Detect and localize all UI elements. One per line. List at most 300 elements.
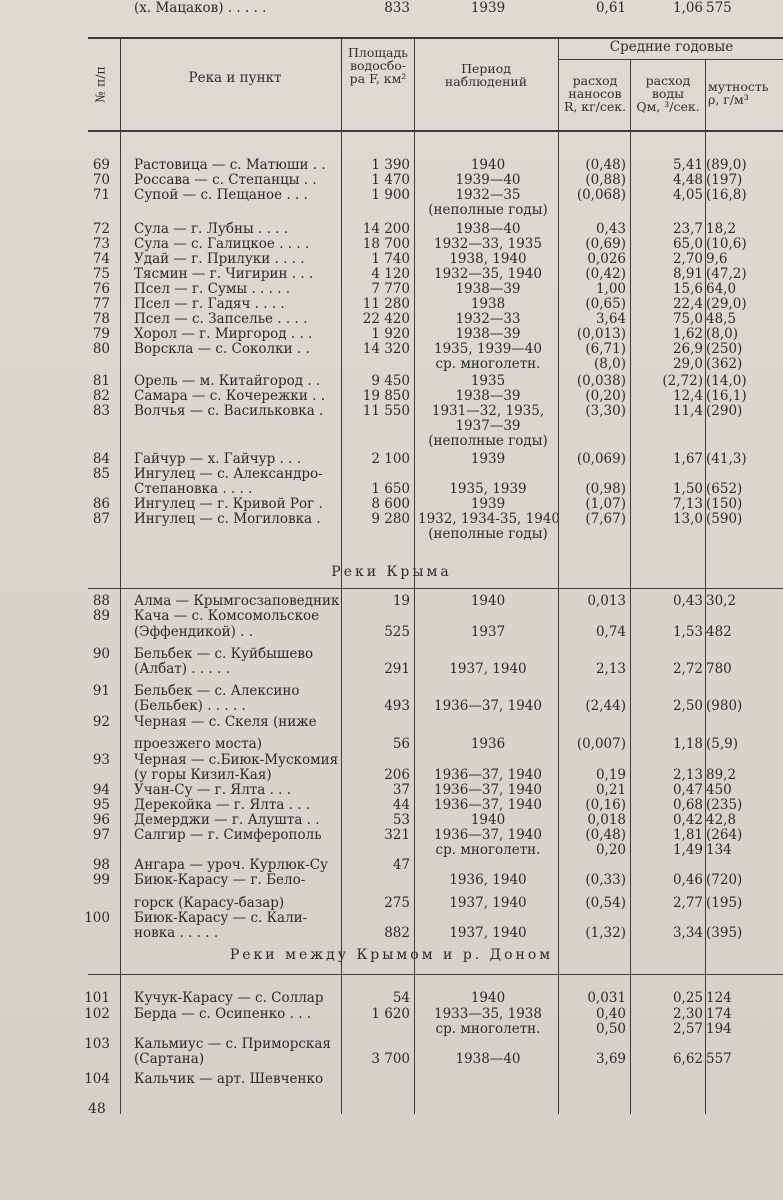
water-discharge: 1,67 <box>672 451 703 467</box>
header-group-annual: Средние годовые <box>609 39 734 55</box>
row-number: 102 <box>84 1006 110 1022</box>
turbidity: 134 <box>706 842 732 858</box>
sediment-discharge: 3,69 <box>595 1051 626 1067</box>
sediment-discharge: 1,00 <box>595 281 626 297</box>
sediment-discharge: (0,98) <box>585 481 626 497</box>
observation-period: 1937, 1940 <box>449 925 527 941</box>
row-number: 104 <box>84 1071 110 1087</box>
river-station: Биюк-Карасу — г. Бело- <box>134 872 306 888</box>
observation-period: 1936—37, 1940 <box>434 827 542 843</box>
row-number: 97 <box>92 827 110 843</box>
river-station: Ворскла — с. Соколки . . <box>134 341 310 357</box>
catchment-area: 3 700 <box>371 1051 410 1067</box>
observation-period: 1932—35 <box>455 187 521 203</box>
water-discharge: 2,70 <box>672 251 703 267</box>
river-station: Берда — с. Осипенко . . . <box>134 1006 312 1022</box>
sediment-discharge: (0,48) <box>585 827 626 843</box>
observation-period: 1940 <box>470 157 506 173</box>
catchment-area: 8 600 <box>371 496 410 512</box>
observation-period: 1939—40 <box>455 172 521 188</box>
sediment-discharge: (0,007) <box>576 736 626 752</box>
sediment-discharge: 0,026 <box>587 251 626 267</box>
river-station: Супой — с. Пещаное . . . <box>134 187 308 203</box>
turbidity: (14,0) <box>706 373 747 389</box>
catchment-area: 11 280 <box>362 296 410 312</box>
river-station: Кучук-Карасу — с. Соллар <box>134 990 324 1006</box>
row-number: 71 <box>92 187 110 203</box>
section-rule <box>88 974 783 975</box>
section-title-crimea: Реки Крыма <box>331 564 452 580</box>
water-discharge: 0,46 <box>672 872 703 888</box>
row-number: 91 <box>92 683 110 699</box>
row-number: 101 <box>84 990 110 1006</box>
sediment-discharge: 0,21 <box>595 782 626 798</box>
observation-period: 1938—39 <box>455 281 521 297</box>
catchment-area: 7 770 <box>371 281 410 297</box>
river-station: Кальмиус — с. Приморская <box>134 1036 331 1052</box>
table-row <box>0 624 783 640</box>
water-discharge: 11,4 <box>672 403 703 419</box>
sediment-discharge: 0,74 <box>595 624 626 640</box>
observation-period: 1936—37, 1940 <box>434 698 542 714</box>
table-row <box>0 1051 783 1067</box>
sediment-discharge: 2,13 <box>595 661 626 677</box>
river-station: Сула — с. Галицкое . . . . <box>134 236 310 252</box>
turbidity: (652) <box>706 481 743 497</box>
row-number: 72 <box>92 221 110 237</box>
river-station: Черная — с.Биюк-Мускомия <box>134 752 339 768</box>
sediment-discharge: 0,013 <box>587 593 626 609</box>
table-row <box>0 736 783 752</box>
turbidity: (980) <box>706 698 743 714</box>
observation-period: 1938, 1940 <box>449 251 527 267</box>
river-station: (у горы Кизил-Кая) <box>134 767 272 783</box>
river-station: Удай — г. Прилуки . . . . <box>134 251 305 267</box>
row-number: 100 <box>84 910 110 926</box>
river-station: Бельбек — с. Алексино <box>134 683 300 699</box>
river-station: (Сартана) <box>134 1051 205 1067</box>
row-number: 77 <box>92 296 110 312</box>
water-discharge: 75,0 <box>672 311 703 327</box>
table-row <box>0 910 783 926</box>
header-sediment: расход наносов R, кг/сек. <box>563 73 627 114</box>
table-row <box>0 481 783 497</box>
sediment-discharge: (0,48) <box>585 157 626 173</box>
river-station: (х. Мацаков) . . . . . <box>134 0 267 16</box>
observation-period: 1937—39 <box>455 418 521 434</box>
river-station: Дерекойка — г. Ялта . . . <box>134 797 311 813</box>
sediment-discharge: 0,018 <box>587 812 626 828</box>
row-number: 99 <box>92 872 110 888</box>
table-row <box>0 236 783 252</box>
sediment-discharge: (1,07) <box>585 496 626 512</box>
sediment-discharge: 0,43 <box>595 221 626 237</box>
catchment-area: 1 920 <box>371 326 410 342</box>
river-station: проезжего моста) <box>134 736 262 752</box>
row-number: 70 <box>92 172 110 188</box>
header-water: расход воды Qм, ³/сек. <box>636 73 700 114</box>
header-turbidity: мутность ρ, г/м³ <box>708 79 769 107</box>
catchment-area: 882 <box>384 925 410 941</box>
water-discharge: 2,77 <box>672 895 703 911</box>
table-row <box>0 842 783 858</box>
catchment-area: 493 <box>384 698 410 714</box>
row-number: 78 <box>92 311 110 327</box>
observation-period: 1932—33, 1935 <box>434 236 542 252</box>
table-row <box>0 221 783 237</box>
row-number: 73 <box>92 236 110 252</box>
water-discharge: 2,57 <box>672 1021 703 1037</box>
turbidity: (720) <box>706 872 743 888</box>
catchment-area: 53 <box>392 812 410 828</box>
observation-period: 1936—37, 1940 <box>434 782 542 798</box>
river-station: Тясмин — г. Чигирин . . . <box>134 266 314 282</box>
river-station: (Албат) . . . . . <box>134 661 230 677</box>
observation-period: 1937, 1940 <box>449 661 527 677</box>
table-row <box>0 451 783 467</box>
water-discharge: 6,62 <box>672 1051 703 1067</box>
observation-period: 1939 <box>470 496 506 512</box>
river-station: Псел — г. Сумы . . . . . <box>134 281 291 297</box>
sediment-discharge: 0,50 <box>595 1021 626 1037</box>
sediment-discharge: (0,69) <box>585 236 626 252</box>
observation-period: ср. многолетн. <box>435 842 541 858</box>
table-row <box>0 403 783 419</box>
table-row <box>0 767 783 783</box>
water-discharge: 15,6 <box>672 281 703 297</box>
observation-period: 1932—35, 1940 <box>434 266 542 282</box>
row-number: 79 <box>92 326 110 342</box>
sediment-discharge: (0,42) <box>585 266 626 282</box>
river-station: (Эффендикой) . . <box>134 624 254 640</box>
water-discharge: 4,05 <box>672 187 703 203</box>
turbidity: 557 <box>706 1051 732 1067</box>
catchment-area: 2 100 <box>371 451 410 467</box>
table-row <box>0 466 783 482</box>
water-discharge: 1,81 <box>672 827 703 843</box>
table-row <box>0 1071 783 1087</box>
observation-period: ср. многолетн. <box>435 1021 541 1037</box>
water-discharge: 22,4 <box>672 296 703 312</box>
row-number: 86 <box>92 496 110 512</box>
water-discharge: 1,18 <box>672 736 703 752</box>
table-row <box>0 1021 783 1037</box>
catchment-area: 54 <box>392 990 410 1006</box>
table-row <box>0 0 783 16</box>
observation-period: 1936—37, 1940 <box>434 767 542 783</box>
river-station: Псел — г. Гадяч . . . . <box>134 296 285 312</box>
observation-period: (неполные годы) <box>428 202 548 218</box>
sediment-discharge: (1,32) <box>585 925 626 941</box>
row-number: 84 <box>92 451 110 467</box>
water-discharge: 26,9 <box>672 341 703 357</box>
row-number: 74 <box>92 251 110 267</box>
catchment-area: 22 420 <box>362 311 410 327</box>
turbidity: (150) <box>706 496 743 512</box>
observation-period: ср. многолетн. <box>435 356 541 372</box>
river-station: (Бельбек) . . . . . <box>134 698 246 714</box>
table-row <box>0 895 783 911</box>
header-row-number: № п/п <box>92 66 108 103</box>
catchment-area: 1 650 <box>371 481 410 497</box>
river-station: Ингулец — с. Александро- <box>134 466 323 482</box>
sediment-discharge: 3,64 <box>595 311 626 327</box>
turbidity: (16,1) <box>706 388 747 404</box>
water-discharge: 5,41 <box>672 157 703 173</box>
table-row <box>0 251 783 267</box>
table-row <box>0 661 783 677</box>
table-row <box>0 698 783 714</box>
table-row <box>0 326 783 342</box>
water-discharge: 23,7 <box>672 221 703 237</box>
water-discharge: 1,53 <box>672 624 703 640</box>
turbidity: (235) <box>706 797 743 813</box>
water-discharge: 4,48 <box>672 172 703 188</box>
turbidity: (8,0) <box>706 326 739 342</box>
observation-period: (неполные годы) <box>428 526 548 542</box>
table-row <box>0 172 783 188</box>
water-discharge: 7,13 <box>672 496 703 512</box>
turbidity: 174 <box>706 1006 732 1022</box>
sediment-discharge: (0,068) <box>576 187 626 203</box>
catchment-area: 206 <box>384 767 410 783</box>
water-discharge: 65,0 <box>672 236 703 252</box>
table-row <box>0 388 783 404</box>
catchment-area: 1 900 <box>371 187 410 203</box>
table-row <box>0 857 783 873</box>
observation-period: 1940 <box>470 990 506 1006</box>
turbidity: (5,9) <box>706 736 739 752</box>
observation-period: 1932, 1934-35, 1940 <box>418 511 560 527</box>
turbidity: (395) <box>706 925 743 941</box>
row-number: 96 <box>92 812 110 828</box>
table-row <box>0 812 783 828</box>
table-row <box>0 157 783 173</box>
observation-period: 1936 <box>470 736 506 752</box>
turbidity: (41,3) <box>706 451 747 467</box>
water-discharge: 3,34 <box>672 925 703 941</box>
table-row <box>0 266 783 282</box>
river-station: Ангара — уроч. Курлюк-Су <box>134 857 328 873</box>
catchment-area: 19 <box>392 593 410 609</box>
river-station: Самара — с. Кочережки . . <box>134 388 325 404</box>
sediment-discharge: (0,069) <box>576 451 626 467</box>
turbidity: 48,5 <box>706 311 737 327</box>
table-row <box>0 281 783 297</box>
observation-period: 1935, 1939—40 <box>434 341 542 357</box>
table-row <box>0 827 783 843</box>
river-station: Салгир — г. Симферополь <box>134 827 322 843</box>
row-number: 75 <box>92 266 110 282</box>
turbidity: (290) <box>706 403 743 419</box>
row-number: 89 <box>92 608 110 624</box>
table-row <box>0 782 783 798</box>
river-station: Алма — Крымгосзаповедник <box>134 593 340 609</box>
turbidity: (16,8) <box>706 187 747 203</box>
row-number: 80 <box>92 341 110 357</box>
turbidity: 194 <box>706 1021 732 1037</box>
observation-period: 1935 <box>470 373 506 389</box>
turbidity: (10,6) <box>706 236 747 252</box>
water-discharge: 12,4 <box>672 388 703 404</box>
sediment-discharge: (2,44) <box>585 698 626 714</box>
catchment-area: 275 <box>384 895 410 911</box>
sediment-discharge: 0,20 <box>595 842 626 858</box>
row-number: 69 <box>92 157 110 173</box>
table-row <box>0 683 783 699</box>
table-row <box>0 1036 783 1052</box>
water-discharge: 2,50 <box>672 698 703 714</box>
row-number: 95 <box>92 797 110 813</box>
row-number: 92 <box>92 714 110 730</box>
turbidity: (195) <box>706 895 743 911</box>
catchment-area: 37 <box>392 782 410 798</box>
catchment-area: 833 <box>384 0 410 16</box>
sediment-discharge: (0,54) <box>585 895 626 911</box>
turbidity: 575 <box>706 0 732 16</box>
water-discharge: 0,68 <box>672 797 703 813</box>
river-station: горск (Карасу-базар) <box>134 895 285 911</box>
sediment-discharge: (3,30) <box>585 403 626 419</box>
sediment-discharge: (0,88) <box>585 172 626 188</box>
observation-period: 1935, 1939 <box>449 481 527 497</box>
water-discharge: 0,43 <box>672 593 703 609</box>
turbidity: (89,0) <box>706 157 747 173</box>
sediment-discharge: (8,0) <box>593 356 626 372</box>
river-station: новка . . . . . <box>134 925 219 941</box>
river-station: Учан-Су — г. Ялта . . . <box>134 782 292 798</box>
table-row <box>0 311 783 327</box>
turbidity: 30,2 <box>706 593 737 609</box>
turbidity: (47,2) <box>706 266 747 282</box>
header-period: Период наблюдений <box>444 61 528 89</box>
observation-period: 1938 <box>470 296 506 312</box>
row-number: 93 <box>92 752 110 768</box>
table-row <box>0 356 783 372</box>
water-discharge: 1,06 <box>672 0 703 16</box>
observation-period: 1936—37, 1940 <box>434 797 542 813</box>
catchment-area: 525 <box>384 624 410 640</box>
row-number: 98 <box>92 857 110 873</box>
observation-period: 1939 <box>470 0 506 16</box>
river-station: Ингулец — с. Могиловка . <box>134 511 321 527</box>
catchment-area: 1 390 <box>371 157 410 173</box>
table-row <box>0 187 783 203</box>
row-number: 81 <box>92 373 110 389</box>
sediment-discharge: (0,013) <box>576 326 626 342</box>
water-discharge: 2,30 <box>672 1006 703 1022</box>
table-row <box>0 872 783 888</box>
observation-period: 1938—40 <box>455 1051 521 1067</box>
observation-period: 1939 <box>470 451 506 467</box>
observation-period: 1936, 1940 <box>449 872 527 888</box>
river-station: Гайчур — х. Гайчур . . . <box>134 451 302 467</box>
river-station: Бельбек — с. Куйбышево <box>134 646 314 662</box>
turbidity: 9,6 <box>706 251 728 267</box>
sediment-discharge: 0,40 <box>595 1006 626 1022</box>
table-row <box>0 496 783 512</box>
row-number: 94 <box>92 782 110 798</box>
turbidity: (197) <box>706 172 743 188</box>
water-discharge: 0,42 <box>672 812 703 828</box>
table-row <box>0 526 783 542</box>
turbidity: 89,2 <box>706 767 737 783</box>
catchment-area: 9 450 <box>371 373 410 389</box>
river-station: Демерджи — г. Алушта . . <box>134 812 320 828</box>
turbidity: 42,8 <box>706 812 737 828</box>
river-station: Россава — с. Степанцы . . <box>134 172 317 188</box>
table-row <box>0 752 783 768</box>
catchment-area: 56 <box>392 736 410 752</box>
turbidity: 64,0 <box>706 281 737 297</box>
sediment-discharge: (0,20) <box>585 388 626 404</box>
river-station: Биюк-Карасу — с. Кали- <box>134 910 308 926</box>
water-discharge: 13,0 <box>672 511 703 527</box>
sediment-discharge: 0,19 <box>595 767 626 783</box>
table-row <box>0 714 783 730</box>
catchment-area: 19 850 <box>362 388 410 404</box>
group-header-rule <box>558 59 783 60</box>
row-number: 82 <box>92 388 110 404</box>
table-row <box>0 202 783 218</box>
row-number: 88 <box>92 593 110 609</box>
river-station: Псел — с. Запселье . . . . <box>134 311 308 327</box>
sediment-discharge: 0,031 <box>587 990 626 1006</box>
turbidity: 18,2 <box>706 221 737 237</box>
turbidity: (362) <box>706 356 743 372</box>
water-discharge: 1,50 <box>672 481 703 497</box>
sediment-discharge: (0,038) <box>576 373 626 389</box>
header-bottom-rule <box>88 130 783 132</box>
water-discharge: 8,91 <box>672 266 703 282</box>
section-rule <box>88 588 783 589</box>
observation-period: 1938—39 <box>455 388 521 404</box>
water-discharge: 1,62 <box>672 326 703 342</box>
observation-period: 1937, 1940 <box>449 895 527 911</box>
river-station: Кальчик — арт. Шевченко <box>134 1071 324 1087</box>
observation-period: 1932—33 <box>455 311 521 327</box>
row-number: 83 <box>92 403 110 419</box>
catchment-area: 14 200 <box>362 221 410 237</box>
water-discharge: 1,49 <box>672 842 703 858</box>
river-station: Хорол — г. Миргород . . . <box>134 326 313 342</box>
row-number: 103 <box>84 1036 110 1052</box>
catchment-area: 14 320 <box>362 341 410 357</box>
sediment-discharge: (6,71) <box>585 341 626 357</box>
river-station: Степановка . . . . <box>134 481 253 497</box>
table-row <box>0 646 783 662</box>
turbidity: (250) <box>706 341 743 357</box>
catchment-area: 11 550 <box>362 403 410 419</box>
table-row <box>0 925 783 941</box>
observation-period: 1938—39 <box>455 326 521 342</box>
page-number: 48 <box>88 1101 106 1117</box>
catchment-area: 9 280 <box>371 511 410 527</box>
table-row <box>0 593 783 609</box>
river-station: Кача — с. Комсомольское <box>134 608 320 624</box>
water-discharge: 2,13 <box>672 767 703 783</box>
table-row <box>0 341 783 357</box>
observation-period: (неполные годы) <box>428 433 548 449</box>
catchment-area: 47 <box>392 857 410 873</box>
catchment-area: 44 <box>392 797 410 813</box>
row-number: 85 <box>92 466 110 482</box>
catchment-area: 291 <box>384 661 410 677</box>
water-discharge: 0,25 <box>672 990 703 1006</box>
catchment-area: 18 700 <box>362 236 410 252</box>
catchment-area: 4 120 <box>371 266 410 282</box>
table-row <box>0 990 783 1006</box>
